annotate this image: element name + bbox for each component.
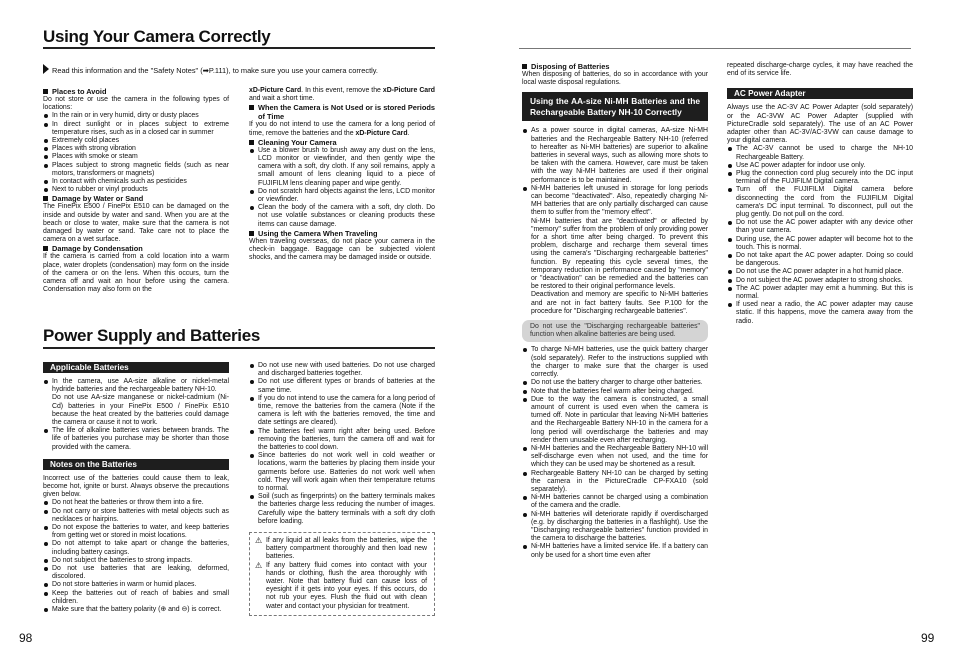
list-item: Places with strong vibration bbox=[43, 145, 229, 153]
condensation-heading: Damage by Condensation bbox=[43, 244, 229, 253]
list-item: Due to the way the camera is constructed, a small amount of current is used even when the camera is turned off. Note in particular that leaving Ni-MH batteries and the Rechargeable Battery NH-10 in the camera for a long period will overdischarge the batteries and may render them unusable even after recharging. bbox=[522, 396, 708, 445]
water-heading: Damage by Water or Sand bbox=[43, 194, 229, 203]
applicable-bar: Applicable Batteries bbox=[43, 362, 229, 373]
intro-text: Read this information and the "Safety Notes" (➡P.111), to make sure you use your camera correctly. bbox=[52, 66, 378, 75]
list-item: In the rain or in very humid, dirty or dusty places bbox=[43, 112, 229, 120]
list-item: Rechargeable Battery NH-10 can be charged by setting the camera in the PictureCradle CP-FXA10 (sold separately). bbox=[522, 470, 708, 495]
list-item: Use AC power adapter for indoor use only. bbox=[727, 162, 913, 170]
disposing-text: When disposing of batteries, do so in accordance with your local waste disposal regulations. bbox=[522, 71, 708, 87]
left-col-2 bbox=[249, 87, 435, 262]
not-used-heading: When the Camera is Not Used or is stored Periods of Time bbox=[249, 103, 435, 121]
list-item: As a power source in digital cameras, AA-size Ni-MH batteries and the Rechargeable Battery NH-10 (referred to hereafter as Ni-MH batteries) are superior to alkaline batteries in several ways, such as allowing more shots to be taken with the camera. However, care must be taken with the way Ni-MH batteries are used if their original performance is to be maintained. bbox=[522, 127, 708, 184]
list-item: Do not store batteries in warm or humid places. bbox=[43, 581, 229, 589]
nimh-bar: Using the AA-size Ni-MH Batteries and the Rechargeable Battery NH-10 Correctly bbox=[522, 92, 708, 121]
right-col-2 bbox=[727, 62, 913, 326]
cleaning-list bbox=[249, 147, 435, 229]
square-bullet-icon bbox=[249, 105, 254, 110]
title-rule bbox=[43, 47, 435, 49]
xd-text: xD-Picture Card. In this event, remove the xD-Picture Card and wait a short time. bbox=[249, 87, 436, 103]
list-item: If you do not intend to use the camera for a long period of time, remove the batteries from the camera (Note if the camera is left with the batteries removed, the time and date settings are cleared). bbox=[249, 395, 435, 428]
applicable-list bbox=[43, 378, 229, 452]
square-bullet-icon bbox=[249, 140, 254, 145]
notes-bar: Notes on the Batteries bbox=[43, 459, 229, 470]
page-title-camera: Using Your Camera Correctly bbox=[43, 27, 271, 46]
caution-2: ⚠ If any battery fluid comes into contact with your hands or clothing, flush the area thoroughly with water. Note that battery fluid can cause loss of eyesight if it gets into your eyes. If this occurs, do not rub your eyes. Flush the fluid out with clean water and contact your physician for treatment. bbox=[255, 560, 427, 610]
list-item: In the camera, use AA-size alkaline or nickel-metal hydride batteries and the rechargeable battery NH-10. Do not use AA-size manganese or nickel-cadmium (Ni-Cd) batteries in your FinePix E500 / FinePix E510 because the heat created by the batteries could damage the camera or cause it not to work. bbox=[43, 378, 229, 427]
list-item: During use, the AC power adapter will become hot to the touch. This is normal. bbox=[727, 236, 913, 252]
list-item: If used near a radio, the AC power adapter may cause static. If this happens, move the camera away from the radio. bbox=[727, 301, 913, 326]
list-item: Places with smoke or steam bbox=[43, 153, 229, 161]
list-item: Ni-MH batteries have a limited service life. If a battery can only be used for a short time even after bbox=[522, 543, 708, 559]
page-number-left: 98 bbox=[19, 631, 33, 645]
traveling-text: When traveling overseas, do not place your camera in the check-in baggage. Baggage can be subjected violent shocks, and the camera may be damaged inside or outside. bbox=[249, 237, 435, 262]
square-bullet-icon bbox=[43, 89, 48, 94]
title-rule bbox=[43, 347, 435, 349]
intro bbox=[43, 64, 435, 76]
notes-intro: Incorrect use of the batteries could cause them to leak, become hot, ignite or burst. Always observe the precautions given below. bbox=[43, 474, 229, 499]
list-item: Do not expose the batteries to water, and keep batteries from getting wet or stored in moist locations. bbox=[43, 524, 229, 540]
list-item: Do not use new with used batteries. Do not use charged and discharged batteries together. bbox=[249, 362, 435, 378]
places-list bbox=[43, 112, 229, 194]
list-item: The life of alkaline batteries varies between brands. The life of batteries you purchase may be shorter than those provided with the camera. bbox=[43, 427, 229, 452]
battery-care-list bbox=[249, 362, 435, 526]
list-item: Do not use different types or brands of batteries at the same time. bbox=[249, 378, 435, 394]
square-bullet-icon bbox=[522, 64, 527, 69]
places-intro: Do not store or use the camera in the following types of locations: bbox=[43, 96, 229, 112]
caution-1: ⚠ If any liquid at all leaks from the batteries, wipe the battery compartment thoroughly and then load new batteries. bbox=[255, 536, 427, 561]
right-col-1 bbox=[522, 62, 708, 560]
nimh-list bbox=[522, 127, 708, 316]
list-item: Next to rubber or vinyl products bbox=[43, 186, 229, 194]
cleaning-heading: Cleaning Your Camera bbox=[249, 138, 435, 147]
list-item: Use a blower brush to brush away any dust on the lens, LCD monitor or viewfinder, and then gently wipe the camera with a soft, dry cloth. If any soil remains, apply a small amount of lens cleaning liquid to a piece of FUJIFILM lens cleaning paper and wipe gently. bbox=[249, 147, 435, 188]
list-item: Do not carry or store batteries with metal objects such as necklaces or hairpins. bbox=[43, 508, 229, 524]
list-item: Make sure that the battery polarity (⊕ and ⊖) is correct. bbox=[43, 606, 229, 614]
list-item: Do not attempt to take apart or change the batteries, including battery casings. bbox=[43, 540, 229, 556]
ac-list bbox=[727, 145, 913, 325]
list-item: Ni-MH batteries and the Rechargeable Battery NH-10 will self-discharge even when not used, and the time for which they can be used may be shortened as a result. bbox=[522, 445, 708, 470]
list-item: In contact with chemicals such as pesticides bbox=[43, 178, 229, 186]
list-item: The AC-3V cannot be used to charge the NH-10 Rechargeable Battery. bbox=[727, 145, 913, 161]
caution-box bbox=[249, 532, 435, 616]
arrow-icon bbox=[43, 64, 49, 74]
square-bullet-icon bbox=[43, 246, 48, 251]
list-item: Do not use the AC power adapter in a hot humid place. bbox=[727, 268, 913, 276]
list-item: Ni-MH batteries cannot be charged using a combination of the camera and the cradle. bbox=[522, 494, 708, 510]
warning-icon: ⚠ bbox=[255, 536, 263, 546]
list-item: Do not take apart the AC power adapter. Doing so could be dangerous. bbox=[727, 252, 913, 268]
water-text: The FinePix E500 / FinePix E510 can be damaged on the inside and outside by water and sand. When you are at the beach or close to water, make sure that the camera is not damaged by water or sand. Take care not to place the camera on a wet surface. bbox=[43, 203, 229, 244]
places-heading: Places to Avoid bbox=[43, 87, 229, 96]
traveling-heading: Using the Camera When Traveling bbox=[249, 229, 435, 238]
left-col-4 bbox=[249, 362, 435, 616]
list-item: Do not subject the AC power adapter to strong shocks. bbox=[727, 277, 913, 285]
square-bullet-icon bbox=[43, 196, 48, 201]
not-used-text: If you do not intend to use the camera for a long period of time, remove the batteries and the xD-Picture Card. bbox=[249, 121, 435, 137]
list-item: Do not subject the batteries to strong impacts. bbox=[43, 557, 229, 565]
left-col-3 bbox=[43, 362, 229, 614]
nimh-list-2 bbox=[522, 346, 708, 559]
notes-list bbox=[43, 499, 229, 614]
list-item: Plug the connection cord plug securely into the DC input terminal of the FUJIFILM Digital camera. bbox=[727, 170, 913, 186]
list-item: Ni-MH batteries will deteriorate rapidly if overdischarged (e.g. by discharging the batteries in a flashlight). Use the "Discharging rechargeable batteries" function provided in the camera to discharge the batteries. bbox=[522, 511, 708, 544]
ac-bar: AC Power Adapter bbox=[727, 88, 913, 99]
list-item: Keep the batteries out of reach of babies and small children. bbox=[43, 590, 229, 606]
square-bullet-icon bbox=[249, 231, 254, 236]
list-item: Soil (such as fingerprints) on the battery terminals makes the batteries charge less reducing the number of images. Carefully wipe the battery terminals with a soft dry cloth before loading. bbox=[249, 493, 435, 526]
page-number-right: 99 bbox=[921, 631, 935, 645]
list-item: Do not use batteries that are leaking, deformed, discolored. bbox=[43, 565, 229, 581]
top-rule bbox=[519, 48, 911, 49]
list-item: Clean the body of the camera with a soft, dry cloth. Do not use volatile substances or cleaning products these items can cause damage. bbox=[249, 204, 435, 229]
list-item: The AC power adapter may emit a humming. But this is normal. bbox=[727, 285, 913, 301]
disposing-heading: Disposing of Batteries bbox=[522, 62, 708, 71]
list-item: Ni-MH batteries left unused in storage for long periods can become "deactivated". Also, repeatedly charging Ni-MH batteries that are only partially discharged can cause them to suffer from the "memory effect". Ni-MH batteries that are "deactivated" or affected by "memory" suffer from the problem of only providing power for a short time after being charged. To prevent this problem, discharge and recharge them several times using the camera's "Discharging rechargeable batteries" function. By repeating this cycle several times, the temporary reduction in performance caused by "memory" or "deactivation" can be remedied and the batteries can be restored to their original performance levels. Deactivation and memory are specific to Ni-MH batteries and are not in fact battery faults. See P.100 for the procedure for "Discharging rechargeable batteries". bbox=[522, 185, 708, 316]
list-item: Extremely cold places bbox=[43, 137, 229, 145]
list-item: Turn off the FUJIFILM Digital camera before disconnecting the cord from the FUJIFILM Digital camera's DC input terminal. To disconnect, pull out the plug gently. Do not pull on the cord. bbox=[727, 186, 913, 219]
list-item: Note that the batteries feel warm after being charged. bbox=[522, 388, 708, 396]
warning-icon: ⚠ bbox=[255, 560, 263, 570]
list-item: Do not heat the batteries or throw them into a fire. bbox=[43, 499, 229, 507]
condensation-text: If the camera is carried from a cold location into a warm place, water droplets (condensation) may form on the inside of the camera or on the lens. When this occurs, turn the camera off and wait an hour before using the camera. Condensation may also form on the bbox=[43, 253, 229, 294]
ac-intro: Always use the AC-3V AC Power Adapter (sold separately) or the AC-3VW AC Power Adapter (supplied with PictureCradle sold separately). The use of an AC Power adapter other than AC-3V/AC-3VW can cause damage to your digital camera. bbox=[727, 104, 913, 145]
list-item: Since batteries do not work well in cold weather or locations, warm the batteries by placing them inside your garments before use. Batteries do not work well when cold. They will work again when their temperature returns to normal. bbox=[249, 452, 435, 493]
list-item: Do not use the battery charger to charge other batteries. bbox=[522, 379, 708, 387]
page-title-power: Power Supply and Batteries bbox=[43, 326, 261, 345]
list-item: Do not use the AC power adapter with any device other than your camera. bbox=[727, 219, 913, 235]
left-col-1 bbox=[43, 87, 229, 294]
list-item: Places subject to strong magnetic fields (such as near motors, transformers or magnets) bbox=[43, 162, 229, 178]
grey-note: Do not use the "Discharging rechargeable batteries" function when alkaline batteries are being used. bbox=[522, 320, 708, 342]
list-item: Do not scratch hard objects against the lens, LCD monitor or viewfinder. bbox=[249, 188, 435, 204]
list-item: In direct sunlight or in places subject to extreme temperature rises, such as in a closed car in summer bbox=[43, 121, 229, 137]
col2-top: repeated discharge-charge cycles, it may have reached the end of its service life. bbox=[727, 62, 913, 78]
list-item: The batteries feel warm right after being used. Before removing the batteries, turn the camera off and wait for the batteries to cool down. bbox=[249, 428, 435, 453]
list-item: To charge Ni-MH batteries, use the quick battery charger (sold separately). Refer to the instructions supplied with the charger to make sure that the charger is used correctly. bbox=[522, 346, 708, 379]
